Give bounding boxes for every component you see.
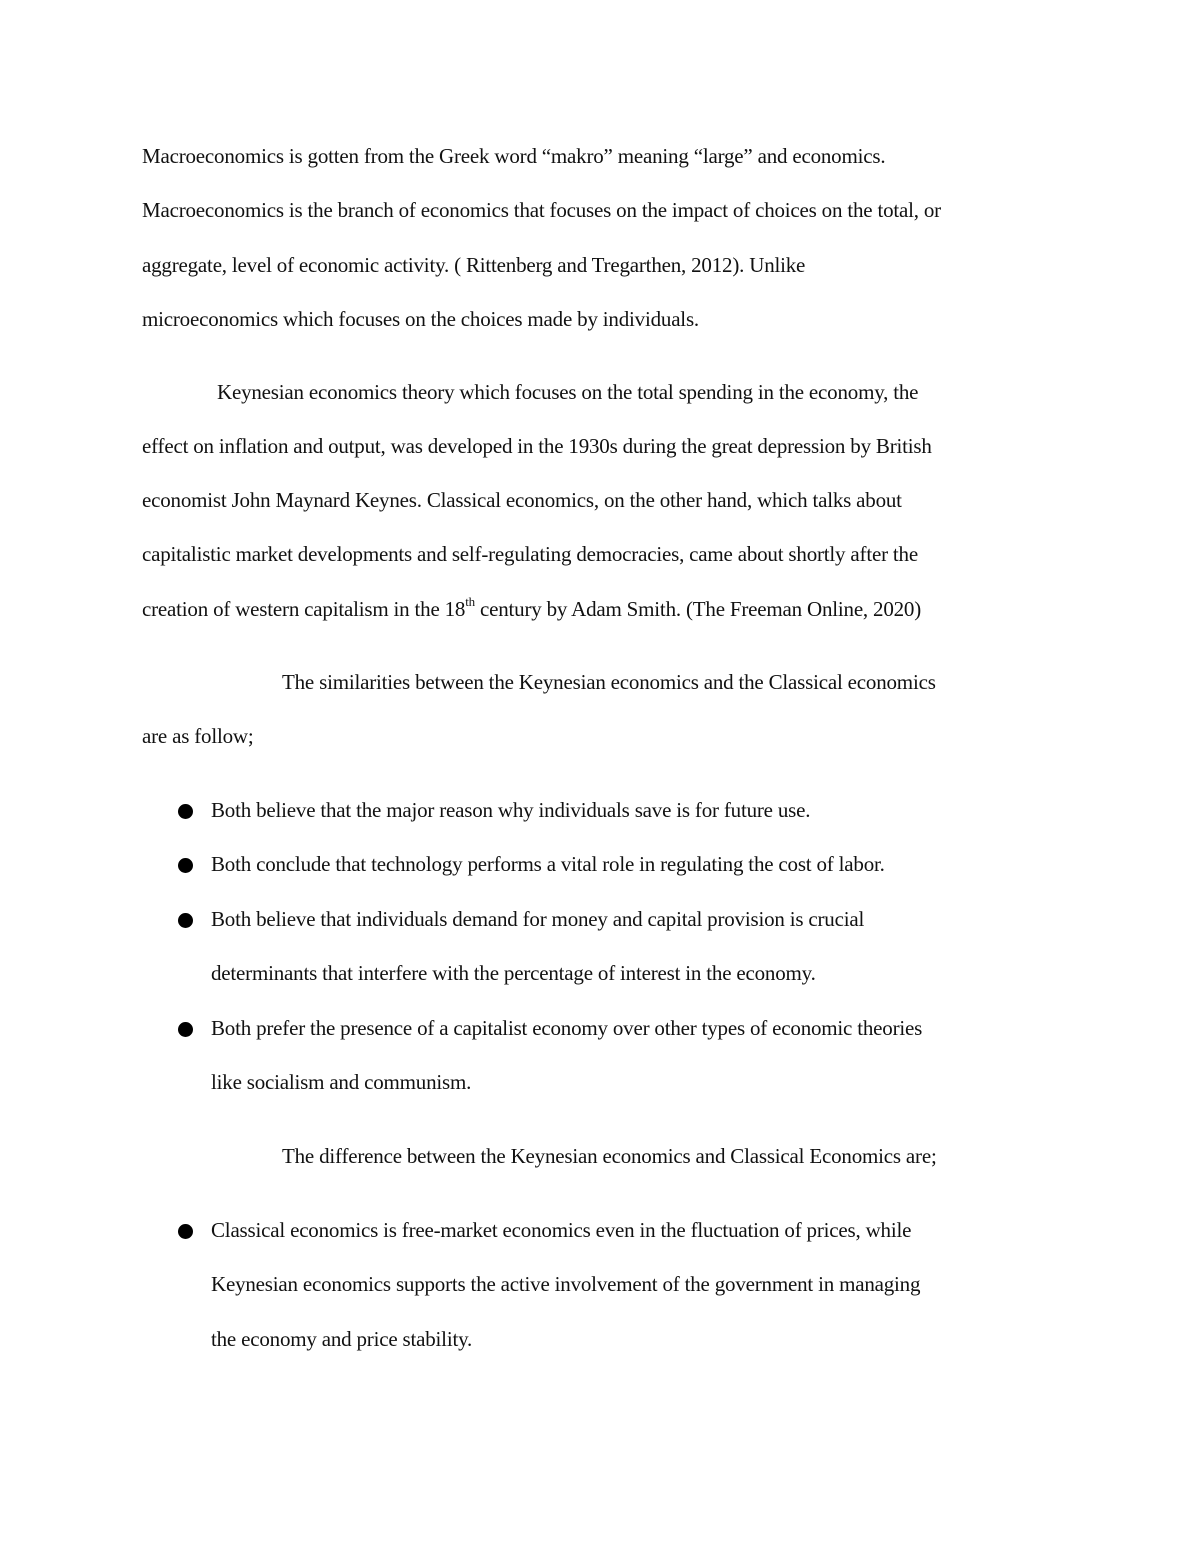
paragraph-2-line-2: effect on inflation and output, was developed in the 1930s during the great depression by British (142, 434, 932, 458)
similarity-1-line-1: Both believe that the major reason why individuals save is for future use. (211, 798, 811, 822)
bullet-icon (178, 804, 193, 819)
ordinal-superscript: th (465, 594, 475, 609)
differences-intro: The difference between the Keynesian economics and Classical Economics are; (282, 1144, 937, 1168)
difference-1-line-3: the economy and price stability. (211, 1327, 473, 1351)
similarities-intro-line-2: are as follow; (142, 724, 254, 748)
paragraph-2-line-3: economist John Maynard Keynes. Classical economics, on the other hand, which talks about (142, 488, 902, 512)
similarities-intro-line-1: The similarities between the Keynesian economics and the Classical economics (282, 670, 936, 694)
paragraph-1-line-3: aggregate, level of economic activity. ( Rittenberg and Tregarthen, 2012). Unlike (142, 253, 806, 277)
similarity-4-line-2: like socialism and communism. (211, 1070, 472, 1094)
paragraph-2-line-5 (142, 595, 921, 623)
paragraph-1-line-4: microeconomics which focuses on the choices made by individuals. (142, 307, 699, 331)
difference-1-line-2: Keynesian economics supports the active involvement of the government in managing (211, 1272, 921, 1296)
paragraph-2-line-5-text: creation of western capitalism in the 18 (142, 597, 466, 621)
bullet-icon (178, 1022, 193, 1037)
paragraph-2-line-5-text-end: century by Adam Smith. (The Freeman Online, 2020) (474, 597, 922, 621)
similarity-3-line-1: Both believe that individuals demand for money and capital provision is crucial (211, 907, 865, 931)
bullet-icon (178, 913, 193, 928)
paragraph-2-line-4: capitalistic market developments and self-regulating democracies, came about shortly after the (142, 542, 918, 566)
bullet-icon (178, 1224, 193, 1239)
difference-1-line-1: Classical economics is free-market economics even in the fluctuation of prices, while (211, 1218, 912, 1242)
paragraph-2-line-1: Keynesian economics theory which focuses on the total spending in the economy, the (217, 380, 919, 404)
bullet-icon (178, 858, 193, 873)
similarity-3-line-2: determinants that interfere with the percentage of interest in the economy. (211, 961, 816, 985)
similarity-4-line-1: Both prefer the presence of a capitalist economy over other types of economic theories (211, 1016, 923, 1040)
similarity-2-line-1: Both conclude that technology performs a vital role in regulating the cost of labor. (211, 852, 885, 876)
paragraph-1-line-2: Macroeconomics is the branch of economics that focuses on the impact of choices on the total, or (142, 198, 941, 222)
paragraph-1-line-1: Macroeconomics is gotten from the Greek word “makro” meaning “large” and economics. (142, 144, 886, 168)
